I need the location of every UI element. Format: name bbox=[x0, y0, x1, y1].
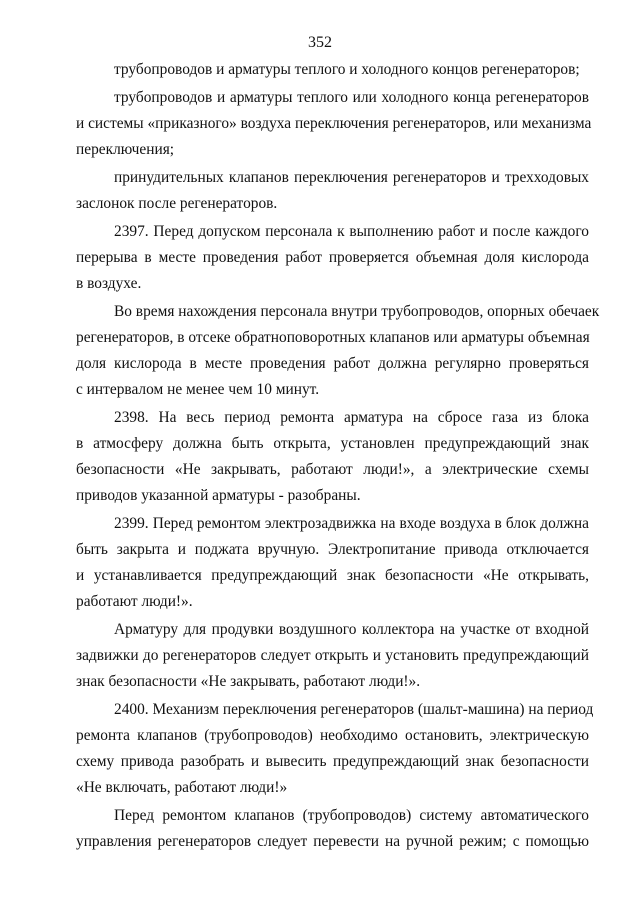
text-line: Во время нахождения персонала внутри трубопроводов, опорных обечаек bbox=[114, 303, 600, 320]
text-line: Арматуру для продувки воздушного коллектора на участке от входной bbox=[114, 621, 589, 638]
text-line: приводов указанной арматуры - разобраны. bbox=[76, 487, 361, 504]
text-line: знак безопасности «Не закрывать, работают люди!». bbox=[76, 673, 421, 690]
text-line: в воздухе. bbox=[76, 275, 142, 292]
text-line: доля кислорода в месте проведения работ должна регулярно проверяться bbox=[76, 355, 589, 372]
text-line: 2399. Перед ремонтом электрозадвижка на входе воздуха в блок должна bbox=[114, 515, 589, 532]
text-line: переключения; bbox=[76, 141, 175, 158]
text-line: трубопроводов и арматуры теплого и холодного концов регенераторов; bbox=[114, 61, 580, 78]
page-number: 352 bbox=[308, 34, 332, 51]
text-line: безопасности «Не закрывать, работают люди!», а электрические схемы bbox=[76, 461, 589, 478]
text-line: в атмосферу должна быть открыта, установлен предупреждающий знак bbox=[76, 435, 589, 452]
text-line: 2400. Механизм переключения регенераторов (шальт-машина) на период bbox=[114, 701, 594, 718]
text-line: схему привода разобрать и вывесить предупреждающий знак безопасности bbox=[76, 753, 589, 770]
text-line: трубопроводов и арматуры теплого или холодного конца регенераторов bbox=[114, 89, 589, 106]
text-line: 2398. На весь период ремонта арматура на сбросе газа из блока bbox=[114, 409, 589, 426]
text-line: регенераторов, в отсеке обратноповоротных клапанов или арматуры объемная bbox=[76, 329, 590, 346]
text-line: 2397. Перед допуском персонала к выполнению работ и после каждого bbox=[114, 223, 589, 240]
text-line: заслонок после регенераторов. bbox=[76, 195, 278, 212]
text-line: задвижки до регенераторов следует открыть и установить предупреждающий bbox=[76, 647, 589, 664]
text-line: принудительных клапанов переключения регенераторов и трехходовых bbox=[114, 169, 589, 186]
text-line: работают люди!». bbox=[76, 593, 193, 610]
text-line: быть закрыта и поджата вручную. Электропитание привода отключается bbox=[76, 541, 589, 558]
text-line: перерыва в месте проведения работ проверяется объемная доля кислорода bbox=[76, 249, 589, 266]
text-line: «Не включать, работают люди!» bbox=[76, 779, 288, 796]
text-line: и устанавливается предупреждающий знак безопасности «Не открывать, bbox=[76, 567, 589, 584]
text-line: с интервалом не менее чем 10 минут. bbox=[76, 381, 320, 398]
text-line: Перед ремонтом клапанов (трубопроводов) систему автоматического bbox=[114, 807, 589, 824]
text-line: управления регенераторов следует перевести на ручной режим; с помощью bbox=[76, 833, 589, 850]
text-line: ремонта клапанов (трубопроводов) необходимо остановить, электрическую bbox=[76, 727, 589, 744]
text-line: и системы «приказного» воздуха переключения регенераторов, или механизма bbox=[76, 115, 592, 132]
